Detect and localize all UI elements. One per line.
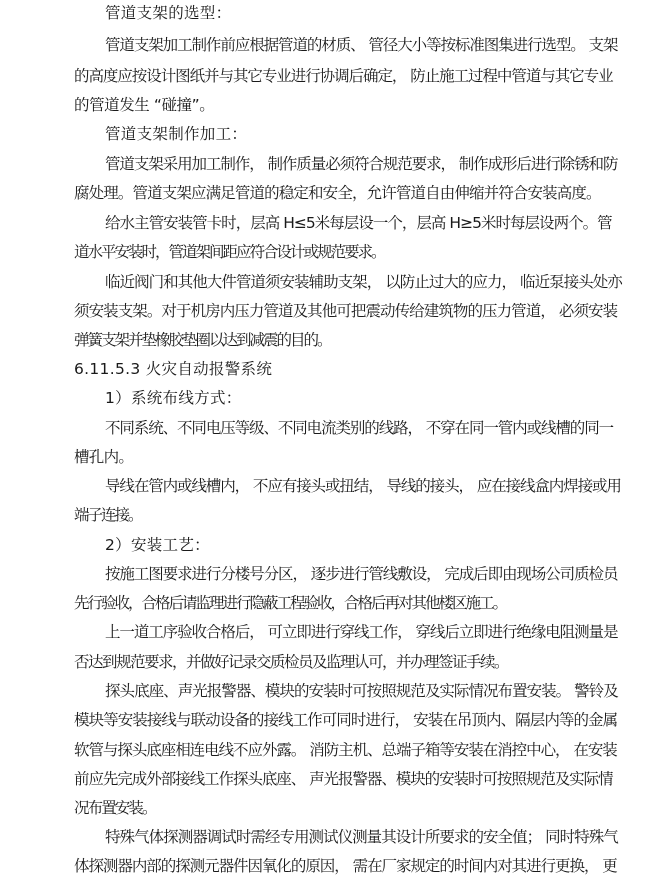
- text-line: 上一道工序验收合格后， 可立即进行穿线工作， 穿线后立即进行绝缘电阻测量是: [105, 623, 618, 641]
- text-line: 给水主管安装管卡时，层高 H≤5米每层设一个，层高 H≥5米时每层设两个。管: [105, 214, 612, 232]
- text-line: 管道支架制作加工：: [105, 125, 248, 143]
- text-line: 况布置安装。: [74, 799, 156, 817]
- text-line: 端子连接。: [74, 506, 142, 524]
- text-line: 弹簧支架并垫橡胶垫圈以达到减震的目的。: [74, 331, 331, 349]
- text-line: 导线在管内或线槽内， 不应有接头或扭结， 导线的接头， 应在接线盒内焊接或用: [105, 477, 621, 495]
- text-line: 先行验收，合格后请监理进行隐蔽工程验收，合格后再对其他楼区施工。: [74, 594, 507, 612]
- text-line: 道水平安装时，管道架间距应符合设计或规范要求。: [74, 243, 385, 261]
- text-line: 软管与探头底座相连电线不应外露。 消防主机、总端子箱等安装在消控中心， 在安装: [74, 741, 617, 759]
- text-line: 否达到规范要求，并做好记录交质检员及监理认可，并办理签证手续。: [74, 653, 509, 671]
- text-line: 前应先完成外部接线工作探头底座、 声光报警器、模块的安装时可按照规范及实际情: [74, 770, 613, 788]
- text-line: 腐处理。管道支架应满足管道的稳定和安全，允许管道自由伸缩并符合安装高度。: [74, 184, 601, 202]
- text-line: 6.11.5.3 火灾自动报警系统: [74, 360, 273, 378]
- text-line: 不同系统、不同电压等级、不同电流类别的线路， 不穿在同一管内或线槽的同一: [105, 419, 614, 437]
- text-line: 须安装支架。对于机房内压力管道及其他可把震动传给建筑物的压力管道， 必须安装: [74, 302, 618, 320]
- text-line: 模块等安装接线与联动设备的接线工作可同时进行， 安装在吊顶内、隔层内等的金属: [74, 711, 618, 729]
- text-line: 管道支架的选型：: [105, 4, 232, 22]
- text-line: 特殊气体探测器调试时需经专用测试仪测量其设计所要求的安全值； 同时特殊气: [105, 828, 618, 846]
- text-line: 的管道发生 “碰撞”。: [74, 96, 215, 114]
- text-line: 临近阀门和其他大件管道须安装辅助支架， 以防止过大的应力， 临近泵接头处亦: [105, 273, 622, 291]
- text-line: 管道支架加工制作前应根据管道的材质、 管径大小等按标准图集进行选型。 支架: [105, 36, 618, 54]
- text-line: 按施工图要求进行分楼号分区， 逐步进行管线敷设， 完成后即由现场公司质检员: [105, 565, 618, 583]
- text-line: 的高度应按设计图纸并与其它专业进行协调后确定， 防止施工过程中管道与其它专业: [74, 67, 613, 85]
- text-line: 槽孔内。: [74, 448, 134, 466]
- text-line: 管道支架采用加工制作， 制作质量必须符合规范要求， 制作成形后进行除锈和防: [105, 155, 618, 173]
- text-line: 2）安装工艺：: [105, 536, 210, 554]
- text-line: 探头底座、声光报警器、模块的安装时可按照规范及实际情况布置安装。 警铃及: [105, 682, 618, 700]
- text-line: 1）系统布线方式：: [105, 389, 242, 407]
- text-line: 体探测器内部的探测元器件因氧化的原因， 需在厂家规定的时间内对其进行更换， 更: [74, 857, 617, 875]
